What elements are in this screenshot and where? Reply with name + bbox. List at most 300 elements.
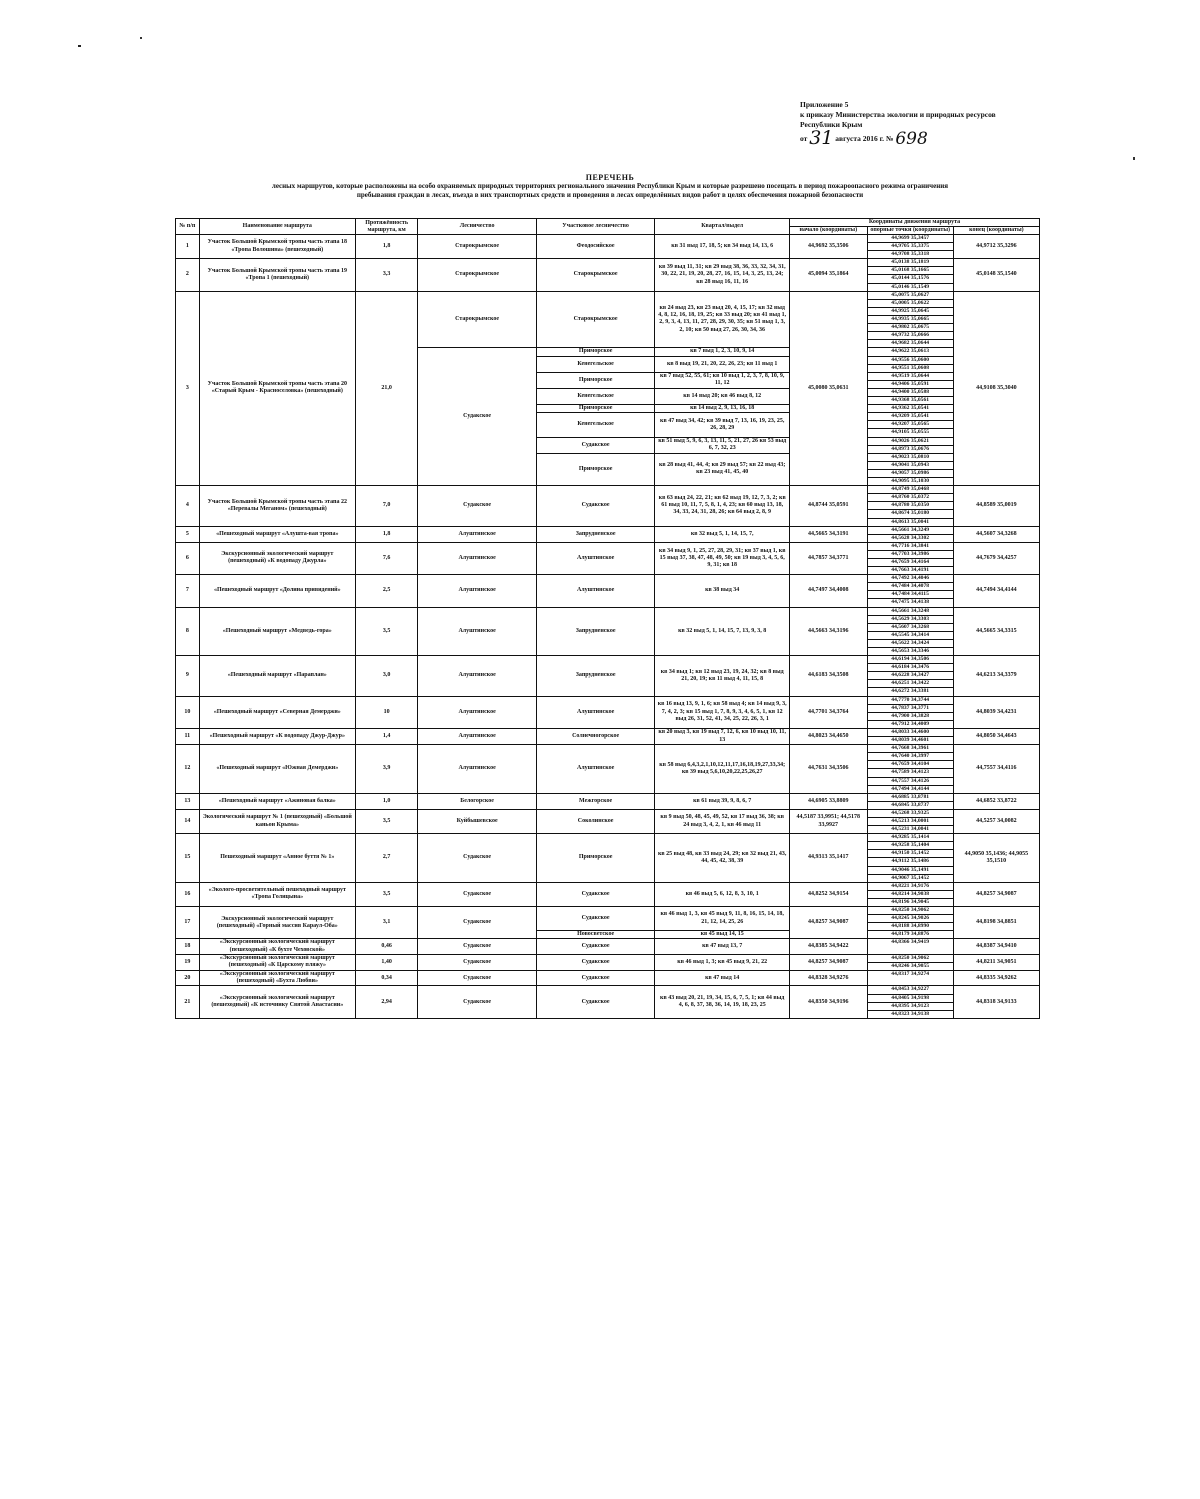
table-row — [176, 575, 1040, 607]
table-row — [176, 809, 1040, 833]
row-number: 13 — [176, 793, 200, 809]
route-name: Экскурсионный экологический маршрут (пешеходный) «Горный массив Караул-Оба» — [199, 907, 355, 939]
district-forestry: Судакское — [536, 907, 655, 931]
coord-points — [868, 986, 953, 1017]
table-row — [176, 696, 1040, 728]
coord-points — [868, 543, 953, 574]
route-length: 2,5 — [355, 575, 417, 607]
coord-point: 44,8214 34,9038 — [868, 891, 953, 899]
coord-point: 44,9258 35,1404 — [868, 842, 953, 850]
coord-points-cell — [867, 931, 953, 939]
table-row — [176, 526, 1040, 542]
title-heading: ПЕРЕЧЕНЬ — [585, 173, 635, 182]
row-number: 1 — [176, 235, 200, 259]
row-number: 11 — [176, 728, 200, 744]
coord-point: 44,7900 34,3828 — [868, 713, 953, 721]
blocks: кв 28 выд 41, 44, 4; кв 29 выд 57; кв 22 выд 43; кв 23 выд 41, 45, 40 — [655, 453, 790, 485]
row-number: 10 — [176, 696, 200, 728]
district-forestry: Запрудненское — [536, 526, 655, 542]
coord-start: 44,8744 35,0591 — [790, 486, 868, 526]
coord-points — [868, 405, 953, 412]
district-forestry: Судакское — [536, 954, 655, 970]
district-forestry: Запрудненское — [536, 656, 655, 696]
table-row — [176, 259, 1040, 291]
table-row — [176, 907, 1040, 931]
route-length: 3,5 — [355, 809, 417, 833]
table-row — [176, 939, 1040, 954]
coord-points — [868, 348, 953, 355]
coord-point: 44,6228 34,3427 — [868, 672, 953, 680]
route-length: 7,0 — [355, 486, 417, 526]
forestry: Белогорское — [418, 793, 537, 809]
forestry: Старокрымское — [418, 235, 537, 259]
blocks: кв 9 выд 50, 48, 45, 49, 52, кв 17 выд 36, 38; кв 24 выд 3, 4, 2, 1, кв 46 выд 11 — [655, 809, 790, 833]
route-length: 2,7 — [355, 834, 417, 883]
coord-points-cell — [867, 971, 953, 986]
coord-end: 44,7494 34,4144 — [953, 575, 1039, 607]
forestry: Судакское — [418, 486, 537, 526]
coord-points-cell — [867, 745, 953, 794]
coord-point: 44,5231 34,0041 — [891, 826, 930, 833]
coord-point: 44,8780 35,0350 — [868, 502, 953, 510]
coord-point: 44,7640 34,3997 — [868, 753, 953, 761]
coord-point: 44,8221 34,9176 — [868, 883, 953, 891]
forestry: Судакское — [418, 834, 537, 883]
annex-line-1: Приложение 5 — [800, 100, 849, 109]
table-row — [176, 745, 1040, 794]
coord-point: 44,7770 34,3744 — [868, 697, 953, 705]
forestry: Алуштинское — [418, 728, 537, 744]
blocks: кв 47 выд 14 — [655, 971, 790, 986]
coord-point: 44,5628 34,3302 — [891, 534, 930, 541]
coord-end: 44,5257 34,0082 — [953, 809, 1039, 833]
coord-points — [868, 794, 953, 809]
coord-end: 44,9050 35,1436; 44,9055 35,1510 — [953, 834, 1039, 883]
header-name: Наименование маршрута — [199, 219, 355, 235]
coord-start: 44,5663 34,3196 — [790, 607, 868, 656]
coord-point: 44,8749 35,0468 — [868, 486, 953, 494]
coord-start: 44,8350 34,9196 — [790, 986, 868, 1018]
coord-point: 44,8453 34,9227 — [868, 986, 953, 994]
row-number: 3 — [176, 291, 200, 485]
coord-end: 44,7679 34,4257 — [953, 542, 1039, 574]
row-number: 17 — [176, 907, 200, 939]
route-name: Участок Большой Крымской тропы часть этапа 20 «Старый Крым - Красноселовка» (пешеходный) — [199, 291, 355, 485]
coord-point: 44,5607 34,3268 — [868, 624, 953, 632]
coord-point: 44,7557 34,4126 — [868, 778, 953, 786]
coord-end: 44,6852 33,8722 — [953, 793, 1039, 809]
coord-point: 44,9285 35,1414 — [868, 834, 953, 842]
coord-points — [868, 357, 953, 372]
coord-point: 44,5545 34,3414 — [868, 632, 953, 640]
route-name: «Пешеходный маршрут «Долина привидений» — [199, 575, 355, 607]
header-forestry: Лесничество — [418, 219, 537, 235]
blocks: кв 7 выд 52, 55, 61; кв 10 выд 1, 2, 3, 7, 8, 10, 9, 11, 12 — [655, 372, 790, 388]
coord-point: 44,9112 35,1486 — [868, 858, 953, 866]
header-row-1 — [176, 219, 1040, 227]
coord-points-cell — [867, 882, 953, 906]
coord-point: 44,8179 34,8876 — [891, 931, 930, 938]
coord-point: 44,6251 34,3422 — [868, 680, 953, 688]
forestry: Старокрымское — [418, 291, 537, 348]
route-length: 1,4 — [355, 728, 417, 744]
blocks: кв 46 выд 5, 6, 12, 8, 3, 10, 1 — [655, 882, 790, 906]
route-name: Участок Большой Крымской тропы часть этапа 19 «Тропа 1 (пешеходный) — [199, 259, 355, 291]
coord-points — [868, 486, 953, 525]
district-forestry: Кенегельское — [536, 388, 655, 404]
blocks: кв 38 выд 34 — [655, 575, 790, 607]
district-forestry: Алуштинское — [536, 696, 655, 728]
route-name: «Экскурсионный экологический маршрут (пешеходный) «К источнику Святой Анастасии» — [199, 986, 355, 1018]
row-number: 20 — [176, 971, 200, 986]
coord-point: 45,0138 35,1819 — [868, 259, 953, 267]
blocks: кв 34 выд 9, 1, 25, 27, 28, 29, 31; кв 37 выд 1, кв 15 выд 37, 38, 47, 48, 49, 50; кв 19 выд 3, 4, 5, 6, 9, 31; кв 18 — [655, 542, 790, 574]
row-number: 14 — [176, 809, 200, 833]
coord-point: 44,9368 35,0561 — [891, 396, 930, 403]
coord-points-cell — [867, 696, 953, 728]
header-coords-group: Координаты движения маршрута — [790, 219, 1040, 227]
forestry: Судакское — [418, 882, 537, 906]
district-forestry: Приморское — [536, 348, 655, 356]
coord-point: 44,8039 34,4601 — [891, 737, 930, 744]
district-forestry: Приморское — [536, 834, 655, 883]
coord-point: 44,5629 34,3303 — [868, 616, 953, 624]
coord-start: 44,8257 34,9087 — [790, 954, 868, 970]
district-forestry: Кенегельское — [536, 413, 655, 437]
coord-end: 44,8198 34,8851 — [953, 907, 1039, 939]
row-number: 6 — [176, 542, 200, 574]
blocks: кв 20 выд 3, кв 19 выд 7, 12, 6, кв 10 выд 10, 11, 13 — [655, 728, 790, 744]
forestry: Судакское — [418, 907, 537, 939]
row-number: 12 — [176, 745, 200, 794]
district-forestry: Приморское — [536, 405, 655, 413]
table-row — [176, 882, 1040, 906]
coord-point: 44,9925 35,0645 — [868, 308, 953, 316]
coord-points — [868, 810, 953, 833]
blocks: кв 32 выд 5, 1, 14, 15, 7, 13, 9, 3, 8 — [655, 607, 790, 656]
coord-start: 44,5187 33,9951; 44,5178 33,9927 — [790, 809, 868, 833]
coord-point: 44,7494 34,4144 — [891, 785, 930, 792]
coord-points-cell — [867, 372, 953, 388]
coord-points — [868, 939, 953, 946]
coord-points-cell — [867, 542, 953, 574]
coord-point: 44,9802 35,0675 — [868, 324, 953, 332]
coord-point: 44,9209 35,0541 — [868, 413, 953, 421]
route-name: «Экскурсионный экологический маршрут (пешеходный) «К бухте Чеховской» — [199, 939, 355, 954]
scan-speck — [1133, 157, 1135, 160]
route-name: «Пешеходный маршрут «Параплан» — [199, 656, 355, 696]
blocks: кв 7 выд 1, 2, 3, 10, 9, 14 — [655, 348, 790, 356]
blocks: кв 8 выд 19, 21, 20, 22, 26, 23; кв 11 выд 1 — [655, 356, 790, 372]
district-forestry: Приморское — [536, 453, 655, 485]
coord-point: 44,8395 34,9123 — [868, 1003, 953, 1011]
coord-point: 44,7912 34,4009 — [891, 720, 930, 727]
district-forestry: Судакское — [536, 437, 655, 453]
coord-point: 44,9935 35,0665 — [868, 316, 953, 324]
coord-point: 44,7492 34,4046 — [868, 575, 953, 583]
coord-start: 44,7631 34,3506 — [790, 745, 868, 794]
coord-point: 44,9095 35,1030 — [891, 478, 930, 485]
coord-points-cell — [867, 575, 953, 607]
forestry: Старокрымское — [418, 259, 537, 291]
coord-points-cell — [867, 405, 953, 413]
coord-start: 44,7701 34,3764 — [790, 696, 868, 728]
blocks: кв 46 выд 1, 3; кв 45 выд 9, 21, 22 — [655, 954, 790, 970]
coord-point: 44,6184 34,3476 — [868, 664, 953, 672]
blocks: кв 63 выд 24, 22, 21; кв 62 выд 19, 12, 7, 3, 2; кв 61 выд 10, 11, 7, 5, 8, 1, 4, 23; кв 60 выд 13, 18, 34, 33, 24, 31, 28, 26; кв 64 выд 2, 8, 9 — [655, 486, 790, 526]
coord-point: 44,9362 35,0541 — [891, 405, 930, 412]
district-forestry: Новосветское — [536, 931, 655, 939]
route-name: «Пешеходный маршрут «Северная Демерджи» — [199, 696, 355, 728]
annex-month-year: августа 2016 г. № — [835, 134, 894, 143]
coord-start: 44,8252 34,9154 — [790, 882, 868, 906]
route-name: «Пешеходный маршрут «Медведь-гора» — [199, 607, 355, 656]
coord-points — [868, 745, 953, 793]
coord-point: 44,9041 35,0943 — [868, 462, 953, 470]
coord-point: 44,8196 34,9045 — [891, 898, 930, 905]
forestry: Алуштинское — [418, 526, 537, 542]
coord-points-cell — [867, 907, 953, 931]
coord-points-cell — [867, 235, 953, 259]
forestry: Алуштинское — [418, 575, 537, 607]
coord-point: 44,9732 35,0666 — [868, 332, 953, 340]
coord-point: 44,5622 34,3424 — [868, 640, 953, 648]
forestry: Судакское — [418, 939, 537, 954]
route-length: 3,5 — [355, 607, 417, 656]
coord-end: 44,9108 35,3040 — [953, 291, 1039, 485]
coord-points — [868, 292, 953, 348]
route-length: 1,8 — [355, 235, 417, 259]
forestry: Алуштинское — [418, 607, 537, 656]
route-name: «Пешеходный маршрут «Алушта-вая тропа» — [199, 526, 355, 542]
coord-point: 44,8246 34,9055 — [891, 962, 930, 969]
forestry: Алуштинское — [418, 656, 537, 696]
route-name: «Эколого-просветительный пешеходный маршрут «Тропа Голицына» — [199, 882, 355, 906]
coord-points-cell — [867, 954, 953, 970]
coord-start: 44,7857 34,3771 — [790, 542, 868, 574]
table-row — [176, 486, 1040, 526]
coord-point: 44,9026 35,0621 — [868, 438, 953, 446]
district-forestry: Алуштинское — [536, 542, 655, 574]
row-number: 21 — [176, 986, 200, 1018]
coord-points — [868, 454, 953, 485]
blocks: кв 14 выд 20; кв 46 выд 8, 12 — [655, 388, 790, 404]
coord-end: 45,0148 35,1540 — [953, 259, 1039, 291]
blocks: кв 14 выд 2, 9, 13, 16, 18 — [655, 405, 790, 413]
coord-points — [868, 883, 953, 906]
coord-points-cell — [867, 526, 953, 542]
table-row — [176, 834, 1040, 883]
blocks: кв 45 выд 14, 15 — [655, 931, 790, 939]
row-number: 5 — [176, 526, 200, 542]
coord-point: 44,7659 34,4164 — [868, 559, 953, 567]
annex-number-handwritten: 698 — [895, 129, 928, 149]
coord-point: 44,8323 34,9138 — [891, 1010, 930, 1017]
coord-points — [868, 608, 953, 656]
coord-point: 44,7589 34,4123 — [868, 769, 953, 777]
coord-point: 45,0168 35,1665 — [868, 267, 953, 275]
blocks: кв 34 выд 1; кв 12 выд 23, 19, 24, 32; кв 8 выд 21, 20, 19; кв 11 выд 4, 11, 15, 8 — [655, 656, 790, 696]
district-forestry: Судакское — [536, 986, 655, 1018]
table-row — [176, 793, 1040, 809]
header-start: начало (координаты) — [790, 227, 868, 235]
coord-end: 44,8050 34,4643 — [953, 728, 1039, 744]
coord-point: 44,9622 35,0613 — [891, 348, 930, 355]
coord-point: 44,8250 34,9062 — [868, 907, 953, 915]
table-row — [176, 728, 1040, 744]
coord-point: 45,0005 35,0622 — [868, 300, 953, 308]
coord-point: 44,9551 35,0608 — [891, 364, 930, 371]
row-number: 4 — [176, 486, 200, 526]
district-forestry: Феодосийское — [536, 235, 655, 259]
coord-start: 44,5665 34,3191 — [790, 526, 868, 542]
header-blocks: Квартал/выдел — [655, 219, 790, 235]
table-row — [176, 986, 1040, 1018]
coord-point: 44,9406 35,0591 — [891, 380, 930, 387]
coord-end: 44,8335 34,9262 — [953, 971, 1039, 986]
route-length: 3,3 — [355, 259, 417, 291]
header-length: Протяжённость маршрута, км — [355, 219, 417, 235]
coord-points — [868, 259, 953, 290]
district-forestry: Запрудненское — [536, 607, 655, 656]
coord-point: 44,8760 35,0372 — [868, 494, 953, 502]
coord-point: 44,7484 34,4115 — [868, 591, 953, 599]
coord-point: 44,9556 35,0600 — [868, 357, 953, 365]
scan-speck — [78, 45, 81, 47]
row-number: 19 — [176, 954, 200, 970]
table-row — [176, 235, 1040, 259]
coord-point: 44,7484 34,4078 — [868, 583, 953, 591]
coord-point: 45,0144 35,1576 — [868, 275, 953, 283]
coord-points — [868, 931, 953, 938]
coord-point: 44,9682 35,0644 — [891, 340, 930, 347]
row-number: 7 — [176, 575, 200, 607]
route-length: 1,0 — [355, 793, 417, 809]
coord-points — [868, 907, 953, 930]
blocks: кв 47 выд 13, 7 — [655, 939, 790, 954]
coord-point: 44,5661 34,3248 — [868, 608, 953, 616]
route-name: «Пешеходный маршрут «К водопаду Джур-Джур» — [199, 728, 355, 744]
annex-day-handwritten: 31 — [809, 127, 834, 149]
coord-point: 44,7475 34,4138 — [891, 599, 930, 606]
forestry: Куйбышевское — [418, 809, 537, 833]
coord-start: 45,0094 35,1864 — [790, 259, 868, 291]
blocks: кв 31 выд 17, 18, 5; кв 34 выд 14, 13, 6 — [655, 235, 790, 259]
coord-start: 44,8257 34,9087 — [790, 907, 868, 939]
coord-start: 44,6183 34,3508 — [790, 656, 868, 696]
header-district: Участковое лесничество — [536, 219, 655, 235]
coord-point: 44,5653 34,3346 — [891, 648, 930, 654]
coord-points — [868, 413, 953, 436]
route-name: «Пешеходный маршрут «Ажиновая балка» — [199, 793, 355, 809]
district-forestry: Старокрымское — [536, 291, 655, 348]
row-number: 9 — [176, 656, 200, 696]
coord-end: 44,5665 34,3315 — [953, 607, 1039, 656]
scan-speck — [140, 37, 142, 39]
coord-points-cell — [867, 437, 953, 453]
route-length: 7,6 — [355, 542, 417, 574]
route-length: 1,8 — [355, 526, 417, 542]
annex-line-3: Республики Крым — [800, 120, 863, 129]
coord-point: 44,8366 34,9419 — [891, 939, 930, 946]
routes-table-body — [176, 235, 1040, 1019]
coord-points — [868, 697, 953, 728]
route-name: «Экскурсионный экологический маршрут (пешеходный) «К Царскому пляжу» — [199, 954, 355, 970]
route-length: 1,40 — [355, 954, 417, 970]
table-row — [176, 971, 1040, 986]
routes-table — [175, 218, 1040, 1019]
route-length: 3,5 — [355, 882, 417, 906]
district-forestry: Старокрымское — [536, 259, 655, 291]
blocks: кв 51 выд 5, 9, 6, 3, 13, 11, 5, 21, 27, 26 кв 53 выд 6, 7, 32, 23 — [655, 437, 790, 453]
coord-start: 44,7497 34,4008 — [790, 575, 868, 607]
coord-points-cell — [867, 486, 953, 526]
forestry: Алуштинское — [418, 745, 537, 794]
header-end: конец (координаты) — [953, 227, 1039, 235]
coord-point: 44,9708 35,3318 — [891, 251, 930, 258]
coord-point: 44,7668 34,3961 — [868, 745, 953, 753]
coord-points-cell — [867, 656, 953, 696]
coord-point: 44,7663 34,4191 — [891, 567, 930, 574]
coord-point: 44,6272 34,3381 — [891, 688, 930, 695]
route-name: Экскурсионный экологический маршрут (пешеходный) «К водопаду Джурла» — [199, 542, 355, 574]
blocks: кв 47 выд 34, 42; кв 39 выд 7, 13, 16, 19, 23, 25, 26, 28, 29 — [655, 413, 790, 437]
coord-points-cell — [867, 348, 953, 356]
row-number: 2 — [176, 259, 200, 291]
coord-end: 44,8039 34,4231 — [953, 696, 1039, 728]
coord-start: 45,0080 35,0631 — [790, 291, 868, 485]
coord-point: 44,6885 33,8781 — [868, 794, 953, 802]
route-name: Участок Большой Крымской тропы часть этапа 18 «Тропа Волошина» (пешеходный) — [199, 235, 355, 259]
row-number: 8 — [176, 607, 200, 656]
route-name: «Пешеходный маршрут «Южная Демерджи» — [199, 745, 355, 794]
coord-end: 44,8387 34,9410 — [953, 939, 1039, 954]
coord-end: 44,8589 35,0019 — [953, 486, 1039, 526]
coord-point: 44,8973 35,0676 — [891, 445, 930, 452]
annex-line-2: к приказу Министерства экологии и природных ресурсов — [800, 110, 996, 119]
district-forestry: Межгорское — [536, 793, 655, 809]
coord-points-cell — [867, 356, 953, 372]
route-name: Пешеходный маршрут «Анное буття № 1» — [199, 834, 355, 883]
annex-date-prefix: от — [800, 134, 808, 143]
route-length: 0,46 — [355, 939, 417, 954]
forestry: Судакское — [418, 971, 537, 986]
coord-point: 44,8317 34,9274 — [891, 971, 930, 978]
coord-end: 44,9712 35,3296 — [953, 235, 1039, 259]
coord-start: 44,6905 33,8809 — [790, 793, 868, 809]
coord-points — [868, 834, 953, 882]
coord-points-cell — [867, 453, 953, 485]
coord-point: 44,9400 35,0588 — [868, 389, 953, 397]
coord-point: 44,5661 34,3249 — [868, 527, 953, 535]
coord-points-cell — [867, 793, 953, 809]
coord-points — [868, 656, 953, 695]
header-no: № п/п — [176, 219, 200, 235]
district-forestry: Солнечногорское — [536, 728, 655, 744]
coord-point: 44,5213 34,0001 — [868, 818, 953, 826]
coord-points-cell — [867, 607, 953, 656]
forestry: Алуштинское — [418, 696, 537, 728]
coord-point: 45,0075 35,0627 — [868, 292, 953, 300]
forestry: Алуштинское — [418, 542, 537, 574]
coord-start: 44,8023 34,4650 — [790, 728, 868, 744]
blocks: кв 24 выд 23, кв 23 выд 20, 4, 15, 17; кв 32 выд 4, 8, 12, 16, 18, 19, 25; кв 33 выд 20; кв 41 выд 1, 2, 9, 3, 4, 13, 11, 27, 28, 29, 30, 35; кв 51 выд 1, 3, 2, 10; кв 50 выд 27, 26, 30, 34, 36 — [655, 291, 790, 348]
row-number: 18 — [176, 939, 200, 954]
blocks: кв 25 выд 48, кв 33 выд 24, 29; кв 32 выд 21, 43, 44, 45, 42, 38, 39 — [655, 834, 790, 883]
coord-end: 44,8211 34,9051 — [953, 954, 1039, 970]
coord-points — [868, 373, 953, 388]
coord-start: 44,9313 35,1417 — [790, 834, 868, 883]
